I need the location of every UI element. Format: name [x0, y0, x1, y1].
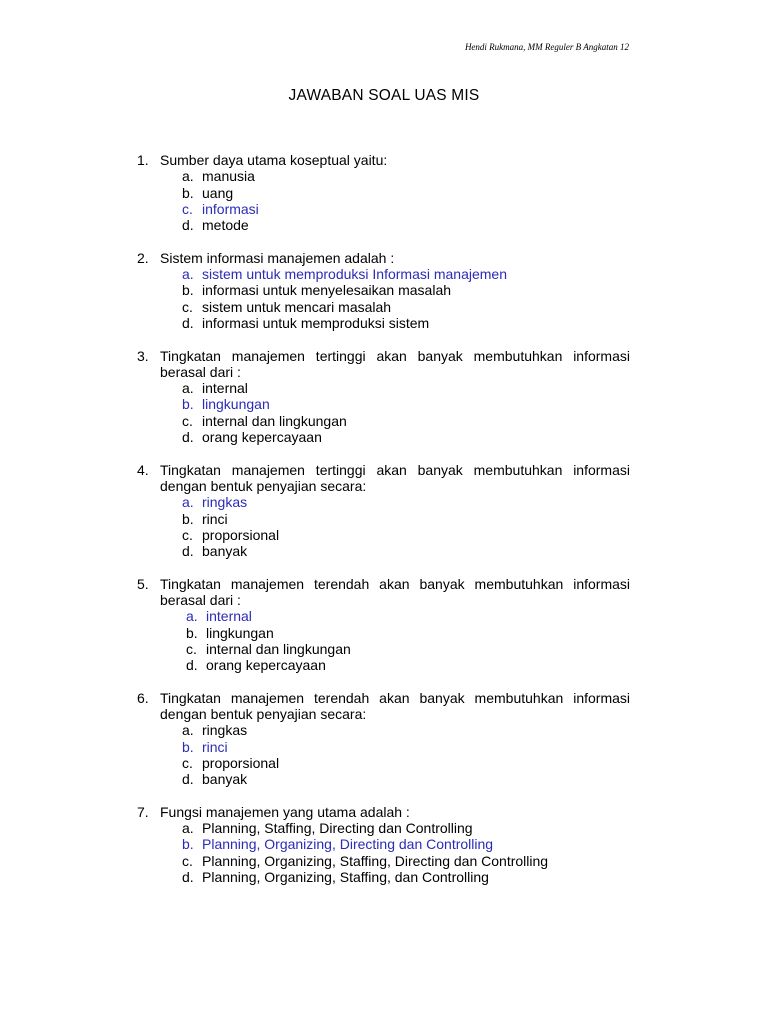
question-number: 2. — [137, 249, 149, 266]
option-text: lingkungan — [206, 624, 274, 641]
option-item — [182, 396, 630, 412]
option-text: ringkas — [202, 722, 248, 739]
option-text: banyak — [202, 543, 248, 560]
option-letter: a. — [182, 380, 194, 397]
option-text: informasi untuk menyelesaikan masalah — [202, 282, 452, 299]
option-item — [182, 853, 630, 869]
option-item — [182, 217, 630, 233]
option-letter: b. — [182, 282, 194, 299]
option-letter: d. — [182, 771, 194, 788]
option-letter: a. — [182, 722, 194, 739]
option-text: Planning, Staffing, Directing dan Controlling — [202, 820, 473, 837]
option-list — [160, 722, 630, 787]
option-item — [182, 755, 630, 771]
question-number: 3. — [137, 347, 149, 364]
question-item — [137, 348, 630, 446]
option-letter: d. — [182, 543, 194, 560]
option-text: rinci — [202, 510, 228, 527]
option-item — [182, 820, 630, 836]
option-letter: a. — [182, 494, 194, 511]
option-letter: b. — [182, 184, 194, 201]
option-text: metode — [202, 217, 249, 234]
option-item — [182, 511, 630, 527]
question-text: Tingkatan manajemen tertinggi akan banyak membutuhkan informasi dengan bentuk penyajian secara: — [160, 461, 630, 494]
question-number: 7. — [137, 803, 149, 820]
option-item — [182, 527, 630, 543]
question-item — [137, 804, 630, 885]
option-item — [182, 380, 630, 396]
option-text: informasi — [202, 200, 259, 217]
option-item — [182, 869, 630, 885]
question-text: Sistem informasi manajemen adalah : — [160, 249, 395, 266]
option-text: banyak — [202, 771, 248, 788]
option-letter: a. — [182, 820, 194, 837]
question-item — [137, 152, 630, 233]
option-text: manusia — [202, 168, 255, 185]
option-list — [160, 494, 630, 559]
option-text: sistem untuk mencari masalah — [202, 298, 392, 315]
option-item — [182, 836, 630, 852]
option-item — [182, 413, 630, 429]
option-item — [182, 429, 630, 445]
option-item — [182, 771, 630, 787]
option-list — [160, 608, 630, 673]
question-item — [137, 576, 630, 674]
option-letter: b. — [182, 510, 194, 527]
document-title: JAWABAN SOAL UAS MIS — [288, 87, 480, 104]
option-letter: d. — [182, 314, 194, 331]
question-text: Tingkatan manajemen terendah akan banyak membutuhkan informasi dengan bentuk penyajian secara: — [160, 689, 630, 723]
option-item — [186, 641, 630, 657]
option-letter: c. — [182, 754, 193, 771]
option-letter: a. — [182, 168, 194, 185]
option-item — [186, 625, 630, 641]
option-text: Planning, Organizing, Directing dan Controlling — [202, 836, 494, 853]
option-item — [186, 608, 630, 624]
option-text: lingkungan — [202, 396, 270, 413]
option-text: proporsional — [202, 754, 280, 771]
question-text: Tingkatan manajemen terendah akan banyak membutuhkan informasi berasal dari : — [160, 575, 630, 609]
question-number: 6. — [137, 689, 149, 706]
option-item — [182, 185, 630, 201]
option-text: sistem untuk memproduksi Informasi manajemen — [202, 266, 508, 283]
option-letter: d. — [182, 217, 194, 234]
option-text: uang — [202, 184, 234, 201]
question-list — [137, 152, 630, 902]
question-text: Tingkatan manajemen tertinggi akan banyak membutuhkan informasi berasal dari : — [160, 347, 630, 380]
option-list — [160, 820, 630, 885]
option-item — [182, 315, 630, 331]
option-text: internal — [206, 608, 252, 625]
option-item — [182, 299, 630, 315]
option-letter: c. — [182, 526, 193, 543]
question-text: Sumber daya utama koseptual yaitu: — [160, 152, 388, 168]
option-letter: a. — [186, 608, 198, 625]
option-letter: a. — [182, 266, 194, 283]
option-letter: b. — [186, 624, 198, 641]
option-letter: c. — [182, 200, 193, 217]
option-text: internal — [202, 380, 248, 397]
option-list — [160, 266, 630, 331]
question-item — [137, 250, 630, 331]
question-item — [137, 690, 630, 788]
option-letter: b. — [182, 836, 194, 853]
option-list — [160, 168, 630, 233]
question-number: 4. — [137, 461, 149, 478]
option-text: proporsional — [202, 526, 280, 543]
option-letter: c. — [186, 640, 197, 657]
option-letter: d. — [182, 869, 194, 886]
option-letter: c. — [182, 852, 193, 869]
question-text: Fungsi manajemen yang utama adalah : — [160, 803, 410, 820]
option-item — [186, 657, 630, 673]
option-text: Planning, Organizing, Staffing, dan Controlling — [202, 869, 489, 886]
option-letter: b. — [182, 738, 194, 755]
option-letter: c. — [182, 298, 193, 315]
option-list — [160, 380, 630, 445]
option-item — [182, 168, 630, 184]
page-header-author: Hendi Rukmana, MM Reguler B Angkatan 12 — [464, 42, 629, 52]
option-text: Planning, Organizing, Staffing, Directing dan Controlling — [202, 852, 549, 869]
option-text: ringkas — [202, 494, 248, 511]
option-item — [182, 282, 630, 298]
option-item — [182, 739, 630, 755]
option-item — [182, 266, 630, 282]
option-item — [182, 201, 630, 217]
option-item — [182, 722, 630, 738]
option-text: internal dan lingkungan — [202, 412, 347, 429]
option-item — [182, 543, 630, 559]
option-letter: d. — [186, 657, 198, 674]
option-letter: c. — [182, 412, 193, 429]
option-text: internal dan lingkungan — [206, 640, 351, 657]
option-text: orang kepercayaan — [206, 657, 326, 674]
option-text: rinci — [202, 738, 228, 755]
question-item — [137, 462, 630, 560]
option-item — [182, 494, 630, 510]
option-letter: d. — [182, 429, 194, 446]
question-number: 1. — [137, 152, 149, 168]
option-text: informasi untuk memproduksi sistem — [202, 314, 430, 331]
option-text: orang kepercayaan — [202, 429, 322, 446]
option-letter: b. — [182, 396, 194, 413]
question-number: 5. — [137, 575, 149, 592]
